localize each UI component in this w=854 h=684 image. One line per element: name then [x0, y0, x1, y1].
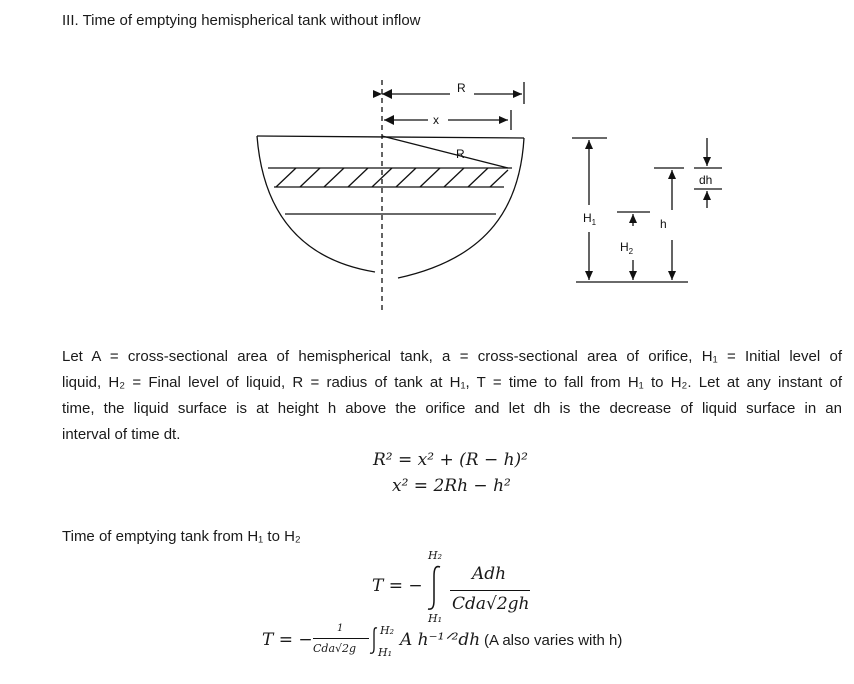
hatch-lines	[276, 168, 508, 187]
integral1-numerator: Adh	[472, 564, 507, 584]
equation-1: R² = x² + (R − h)²	[373, 450, 529, 470]
label-h1: $H_1$	[583, 211, 597, 227]
integral1-sign	[425, 564, 445, 612]
label-r-top: R	[457, 81, 466, 95]
tank-left-wall	[257, 136, 375, 272]
integral2-frac-den: Cda√2g	[313, 642, 357, 655]
section-heading: III. Time of emptying hemispherical tank without inflow	[62, 12, 421, 29]
label-x: x	[433, 113, 439, 127]
integral2-frac-num: 1	[337, 623, 344, 634]
label-h2: $H_2$	[620, 240, 634, 256]
integral1-lhs: T = −	[372, 576, 423, 596]
integral2-lhs: T = −	[262, 630, 313, 650]
radius-line	[382, 136, 508, 168]
label-h: h	[660, 217, 667, 231]
hemispherical-tank-diagram	[0, 0, 854, 330]
integral1-lower: H₁	[428, 612, 443, 625]
paragraph-line-2: liquid, H₂ = Final level of liquid, R = radius of tank at H₁, T = time to fall from H₁ to H₂. Let at any instant of	[62, 374, 842, 391]
integral2-fraction-bar	[313, 638, 369, 639]
paragraph-line-3: time, the liquid surface is at height h above the orifice and let dh is the decrease of liquid surface in an	[62, 400, 842, 417]
integral2-lower: H₁	[378, 646, 393, 659]
dim-x-left-head	[384, 115, 394, 125]
integral1-upper: H₂	[428, 549, 443, 562]
integral2-body: A h⁻¹ᐟ²dh	[400, 630, 481, 650]
integral2-note: (A also varies with h)	[484, 632, 623, 649]
integral2-upper: H₂	[380, 624, 395, 637]
subheading: Time of emptying tank from H₁ to H₂	[62, 528, 301, 545]
definitions-paragraph	[62, 344, 842, 448]
integral1-fraction-bar	[450, 590, 530, 591]
paragraph-line-4: interval of time dt.	[62, 426, 181, 443]
label-r-inner: R	[456, 147, 465, 161]
label-dh: dh	[699, 173, 713, 187]
paragraph-line-1: Let A = cross-sectional area of hemispherical tank, a = cross-sectional area of orifice, H₁ = Initial level of	[62, 348, 842, 365]
dim-r-left-head	[382, 89, 392, 99]
integral1-denominator: Cda√2gh	[452, 594, 530, 614]
equation-2: x² = 2Rh − h²	[392, 476, 511, 496]
